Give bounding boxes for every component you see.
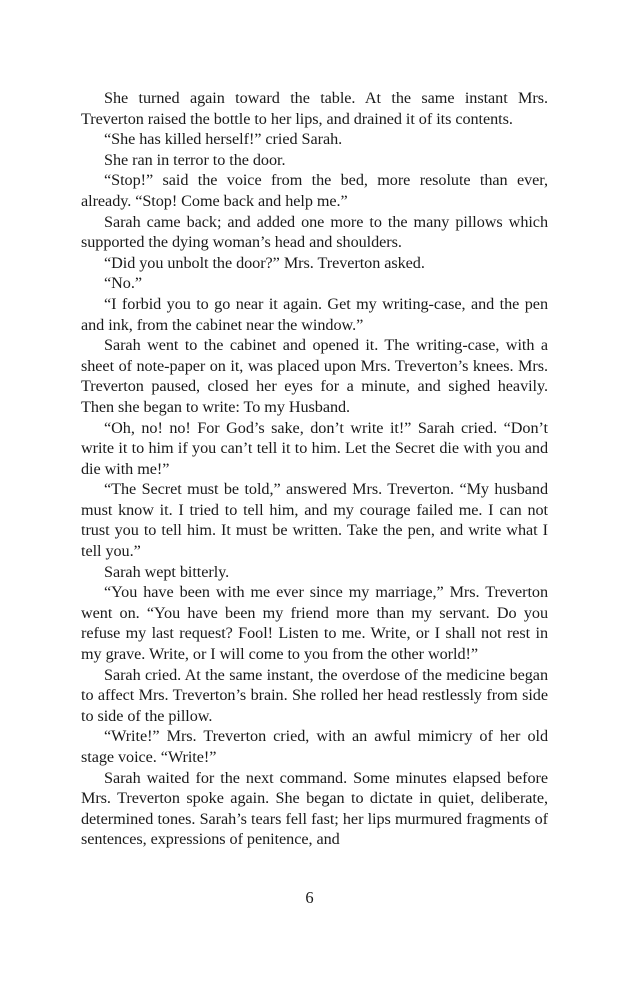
paragraph: “Did you unbolt the door?” Mrs. Treverton asked. xyxy=(104,253,425,272)
paragraph: “You have been with me ever since my marriage,” Mrs. Treverton went on. “You have been my friend more than my servant. Do you refuse my last request? Fool! Listen to me. Write, or I shall not rest in my grave. Write, or I will come to you from the other world!” xyxy=(81,583,548,664)
paragraph: Sarah came back; and added one more to the many pillows which supported the dying woman’s head and shoulders. xyxy=(81,212,548,252)
paragraph: “No.” xyxy=(104,274,142,293)
paragraph: Sarah wept bitterly. xyxy=(104,562,230,581)
paragraph: She turned again toward the table. At the same instant Mrs. Treverton raised the bottle to her lips, and drained it of its contents. xyxy=(81,89,548,128)
paragraph: “Stop!” said the voice from the bed, more resolute than ever, already. “Stop! Come back and help me.” xyxy=(81,171,548,210)
page-number: 6 xyxy=(305,888,314,907)
paragraph: Sarah went to the cabinet and opened it. The writing-case, with a sheet of note-paper on it, was placed upon Mrs. Treverton’s knees. Mrs. Treverton paused, closed her eyes for a minute, and sighed heavily. Then she began to write: To my Husband. xyxy=(81,336,548,416)
paragraph: “I forbid you to go near it again. Get my writing-case, and the pen and ink, from the cabinet near the window.” xyxy=(81,294,548,334)
paragraph: “Oh, no! no! For God’s sake, don’t write it!” Sarah cried. “Don’t write it to him if you can’t tell it to him. Let the Secret die with you and die with me!” xyxy=(81,418,548,478)
body-text xyxy=(81,88,548,850)
paragraph: She ran in terror to the door. xyxy=(104,150,286,169)
paragraph: “She has killed herself!” cried Sarah. xyxy=(104,130,343,149)
paragraph: “The Secret must be told,” answered Mrs. Treverton. “My husband must know it. I tried to tell him, and my courage failed me. I can not trust you to tell him. It must be written. Take the pen, and write what I tell you.” xyxy=(81,480,548,561)
paragraph: Sarah cried. At the same instant, the overdose of the medicine began to affect Mrs. Treverton’s brain. She rolled her head restlessly from side to side of the pillow. xyxy=(81,665,548,725)
paragraph: “Write!” Mrs. Treverton cried, with an awful mimicry of her old stage voice. “Write!” xyxy=(81,727,548,766)
paragraph: Sarah waited for the next command. Some minutes elapsed before Mrs. Treverton spoke again. She began to dictate in quiet, deliberate, determined tones. Sarah’s tears fell fast; her lips murmured fragments of sentences, expressions of penitence, and xyxy=(81,768,548,849)
